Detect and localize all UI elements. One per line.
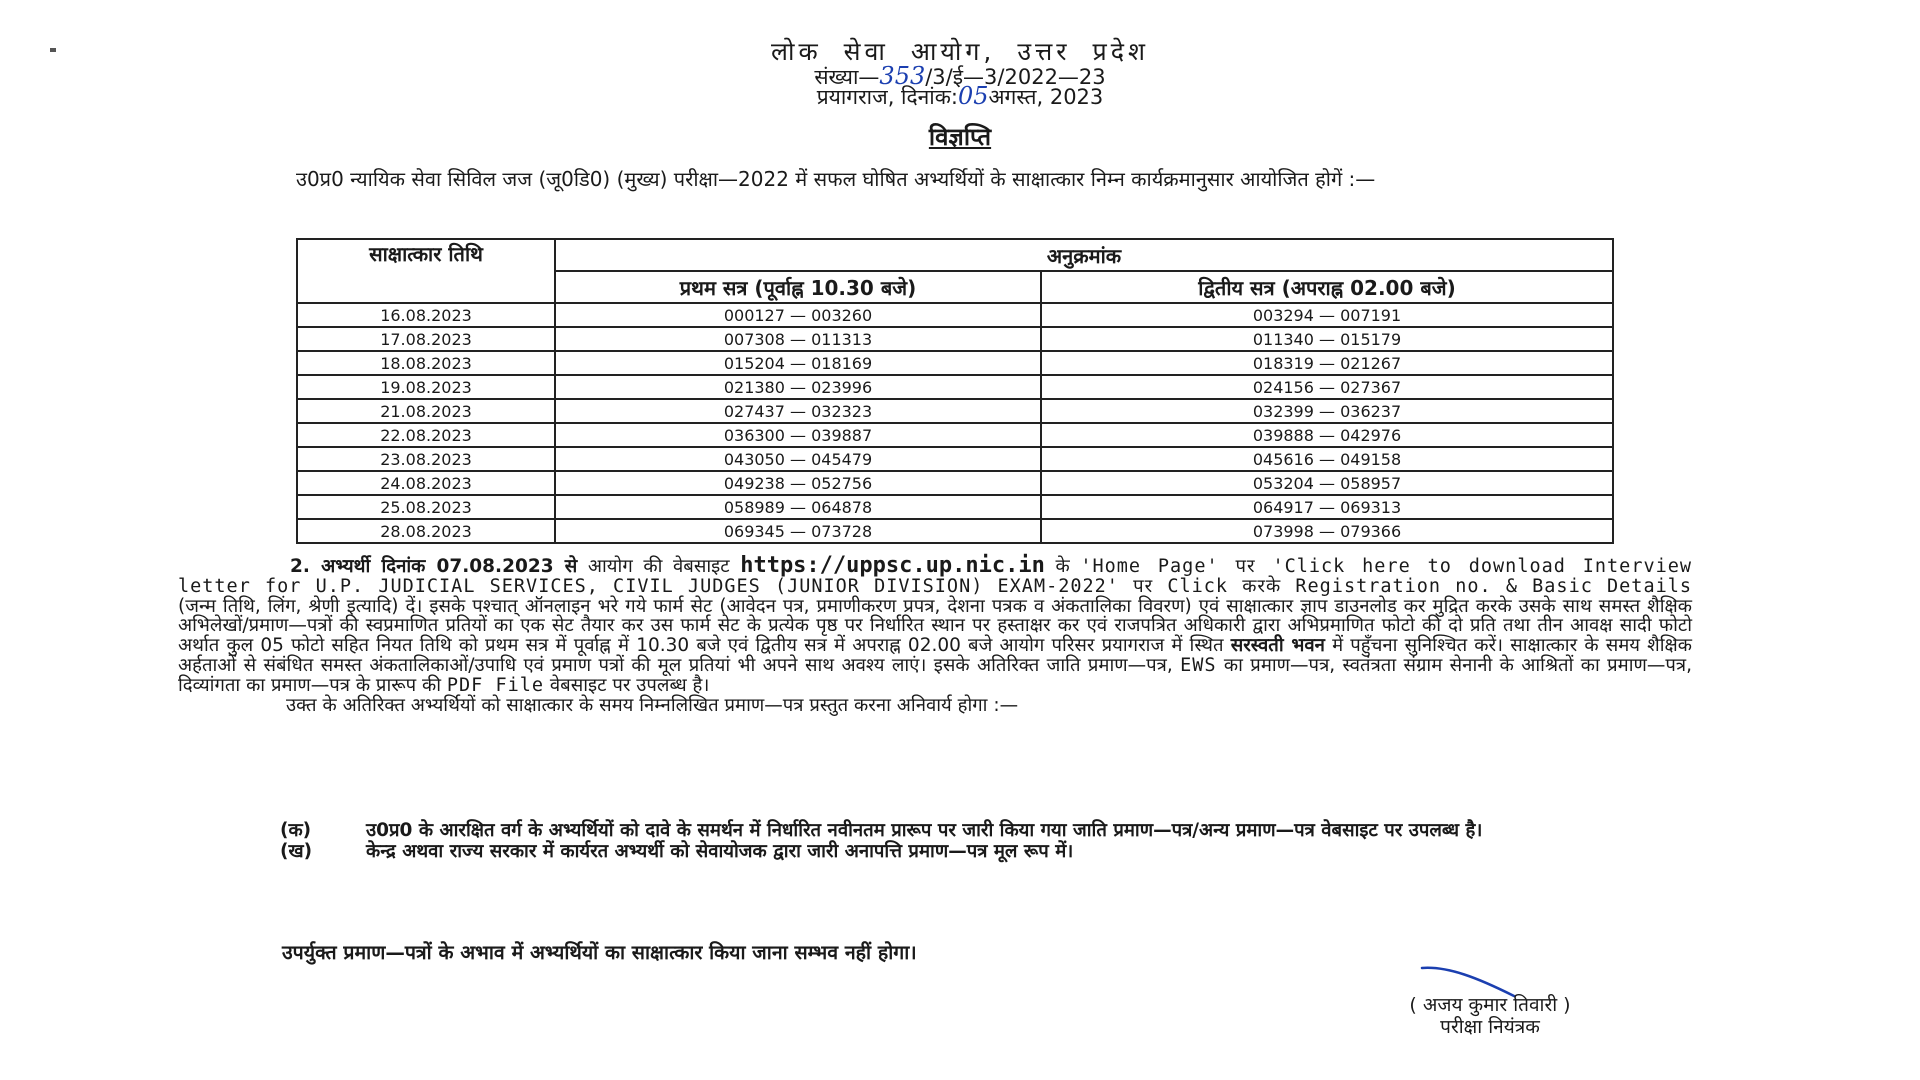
signatory-block <box>1290 994 1690 1038</box>
ref-handwritten: 353 <box>879 62 926 90</box>
cell-second-session: 039888 — 042976 <box>1041 423 1613 447</box>
cell-first-session: 015204 — 018169 <box>555 351 1041 375</box>
cell-date: 23.08.2023 <box>297 447 555 471</box>
closing-note: उपर्युक्त प्रमाण—पत्रों के अभाव में अभ्यर्थियों का साक्षात्कार किया जाना सम्भव नहीं होगा। <box>282 941 917 964</box>
cell-date: 24.08.2023 <box>297 471 555 495</box>
cell-first-session: 069345 — 073728 <box>555 519 1041 543</box>
col-header-date: साक्षात्कार तिथि <box>297 239 555 303</box>
schedule-rows <box>297 303 1613 543</box>
requirement-text: केन्द्र अथवा राज्य सरकार में कार्यरत अभ्यर्थी को सेवायोजक द्वारा जारी अनापत्ति प्रमाण—पत्र मूल रूप में। <box>366 841 1074 862</box>
ref-suffix: /3/ई—3/2022—23 <box>925 65 1106 89</box>
para2-text-3: (जन्म तिथि, लिंग, श्रेणी इत्यादि) दें। इसके पश्चात् ऑनलाइन भरे गये फार्म सेट (आवेदन पत्र, प्रमाणीकरण प्रपत्र, देशना पत्रक व अंकतालिका विवरण) एवं साक्षात्कार ज्ञाप डाउनलोड कर मुद्रित करके उसके साथ समस्त शैक्षिक अभिलेखों/प्रमाण—पत्रों की स्वप्रमाणित प्रतियों का एक सेट तैयार कर उस फार्म सेट के प्रत्येक पृष्ठ पर निर्धारित स्थान पर हस्ताक्षर कर एवं राजपत्रित अधिकारी द्वारा अभिप्रमाणित फोटो की दो प्रति तथा तीन आवक्ष सादी फोटो अर्थात कुल 05 फोटो सहित नियत तिथि को प्रथम सत्र में पूर्वाह्न में 10.30 बजे एवं द्वितीय सत्र में अपराह्न 02.00 बजे आयोग परिसर प्रयागराज में स्थित <box>178 595 1692 657</box>
ref-prefix: संख्या— <box>814 65 880 89</box>
para2-text-7: उक्त के अतिरिक्त अभ्यर्थियों को साक्षात्कार के समय निम्नलिखित प्रमाण—पत्र प्रस्तुत करना अनिवार्य होगा :— <box>286 694 1019 716</box>
cell-first-session: 000127 — 003260 <box>555 303 1041 327</box>
cell-date: 16.08.2023 <box>297 303 555 327</box>
date-prefix: प्रयागराज, दिनांक: <box>816 85 958 109</box>
cell-date: 28.08.2023 <box>297 519 555 543</box>
para2-venue: सरस्वती भवन <box>1230 635 1325 657</box>
table-row <box>297 351 1613 375</box>
cell-second-session: 045616 — 049158 <box>1041 447 1613 471</box>
cell-second-session: 073998 — 079366 <box>1041 519 1613 543</box>
signatory-designation: परीक्षा नियंत्रक <box>1440 1016 1540 1038</box>
para2-lead: 2. अभ्यर्थी दिनांक 07.08.2023 से <box>290 556 578 577</box>
cell-first-session: 043050 — 045479 <box>555 447 1041 471</box>
cell-first-session: 021380 — 023996 <box>555 375 1041 399</box>
para2-text-1: आयोग की वेबसाइट <box>577 556 741 577</box>
cell-first-session: 036300 — 039887 <box>555 423 1041 447</box>
para2-text-4: में पहुँचना सुनिश्चित करें। साक्षात्कार के समय शैक्षिक अर्हताओं से संबंधित समस्त अंकतालिकाओं/उपाधि एवं प्रमाण पत्रों की मूल प्रतियां भी अपने साथ अवश्य लाएं। इसके अतिरिक्त जाति प्रमाण—पत्र, <box>178 635 1692 676</box>
table-row <box>297 327 1613 351</box>
table-row <box>297 519 1613 543</box>
notice-title: विज्ञप्ति <box>928 123 992 151</box>
requirement-item <box>280 820 1690 841</box>
cell-date: 18.08.2023 <box>297 351 555 375</box>
requirement-item <box>280 841 1690 862</box>
cell-date: 25.08.2023 <box>297 495 555 519</box>
requirements-list <box>280 820 1690 862</box>
table-row <box>297 423 1613 447</box>
cell-second-session: 032399 — 036237 <box>1041 399 1613 423</box>
table-row <box>297 303 1613 327</box>
signatory-name: ( अजय कुमार तिवारी ) <box>1409 994 1571 1016</box>
cell-second-session: 018319 — 021267 <box>1041 351 1613 375</box>
para2-mono-1: 'Home Page' पर 'Click here to download Interview letter for U.P. JUDICIAL SERVICES, CIVIL JUDGES (JUNIOR DIVISION) EXAM-2022' पर Click करके Registration no. & Basic Details <box>178 556 1693 597</box>
cell-first-session: 049238 — 052756 <box>555 471 1041 495</box>
cell-first-session: 027437 — 032323 <box>555 399 1041 423</box>
para2-mono-2: EWS <box>1180 654 1217 676</box>
date-suffix: अगस्त, 2023 <box>988 85 1104 109</box>
cell-second-session: 024156 — 027367 <box>1041 375 1613 399</box>
requirement-key: (क) <box>280 820 312 841</box>
cell-second-session: 053204 — 058957 <box>1041 471 1613 495</box>
cell-date: 21.08.2023 <box>297 399 555 423</box>
table-row <box>297 399 1613 423</box>
cell-date: 22.08.2023 <box>297 423 555 447</box>
para2-mono-3: PDF File <box>446 674 544 696</box>
para2-text-2: के <box>1044 556 1081 577</box>
cell-first-session: 007308 — 011313 <box>555 327 1041 351</box>
interview-schedule-table <box>296 238 1614 544</box>
cell-second-session: 011340 — 015179 <box>1041 327 1613 351</box>
para2-text-6: वेबसाइट पर उपलब्ध है। <box>544 674 710 696</box>
table-row <box>297 447 1613 471</box>
intro-paragraph: उ0प्र0 न्यायिक सेवा सिविल जज (जू0डि0) (मुख्य) परीक्षा—2022 में सफल घोषित अभ्यर्थियों के साक्षात्कार निम्न कार्यक्रमानुसार आयोजित होगें :— <box>296 167 1376 191</box>
requirement-key: (ख) <box>280 841 313 862</box>
cell-first-session: 058989 — 064878 <box>555 495 1041 519</box>
instructions-paragraph <box>178 553 1693 716</box>
cell-second-session: 003294 — 007191 <box>1041 303 1613 327</box>
notice-date <box>0 82 1920 111</box>
website-link[interactable]: https://uppsc.up.nic.in <box>740 553 1045 578</box>
requirement-text: उ0प्र0 के आरक्षित वर्ग के अभ्यर्थियों को दावे के समर्थन में निर्धारित नवीनतम प्रारूप पर जारी किया गया जाति प्रमाण—पत्र/अन्य प्रमाण—पत्र वेबसाइट पर उपलब्ध है। <box>366 820 1483 841</box>
date-handwritten: 05 <box>957 82 989 110</box>
col-header-roll: अनुक्रमांक <box>555 239 1613 271</box>
table-row <box>297 495 1613 519</box>
table-row <box>297 375 1613 399</box>
col-header-first-session: प्रथम सत्र (पूर्वाह्न 10.30 बजे) <box>555 271 1041 303</box>
cell-second-session: 064917 — 069313 <box>1041 495 1613 519</box>
table-row <box>297 471 1613 495</box>
col-header-second-session: द्वितीय सत्र (अपराह्न 02.00 बजे) <box>1041 271 1613 303</box>
cell-date: 19.08.2023 <box>297 375 555 399</box>
para2-text-5: का प्रमाण—पत्र, स्वतंत्रता संग्राम सेनानी के आश्रितों का प्रमाण—पत्र, दिव्यांगता का प्रमाण—पत्र के प्रारूप की <box>178 654 1692 696</box>
cell-date: 17.08.2023 <box>297 327 555 351</box>
org-header: लोक सेवा आयोग, उत्तर प्रदेश <box>771 37 1149 66</box>
